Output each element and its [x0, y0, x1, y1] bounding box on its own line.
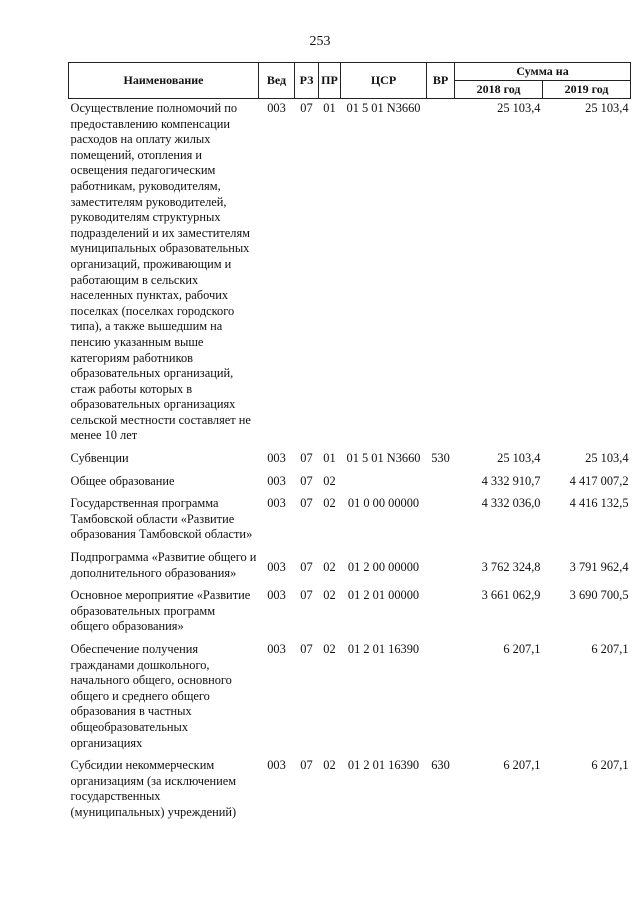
table-row: [69, 472, 631, 495]
row-name: Субсидии некоммерческим организациям (за исключением государственных (муниципальных) учреждений): [70, 758, 237, 819]
row-csr: 01 2 01 16390: [347, 758, 420, 773]
row-vr: [427, 640, 455, 756]
row-pr: 01: [323, 101, 336, 115]
row-name: Основное мероприятие «Развитие образовательных программ общего образования»: [70, 588, 251, 634]
row-2018: 3 661 062,9: [481, 588, 541, 603]
row-rz: 07: [300, 758, 313, 773]
table-row: [69, 449, 631, 472]
row-csr: [341, 472, 427, 495]
row-pr: 02: [323, 560, 336, 575]
table-body: [69, 99, 631, 826]
row-name: Осуществление полномочий по предоставлению компенсации расходов на оплату жилых помещений, отопления и освещения педагогическим работникам, руководителям, заместителям руководителей, руководителям структурных подразделений и их заместителям муниципальных образовательных организаций, проживающим и работающим в сельских населенных пунктах, рабочих поселках (поселках городского типа), а также вышедшим на пенсию указанным выше категориям работников образовательных организаций, стаж работы которых в образовательных организациях сельской местности составляет не менее 10 лет: [70, 101, 251, 443]
row-ved: 003: [267, 758, 286, 773]
table-row: [69, 586, 631, 640]
row-2019: 6 207,1: [591, 758, 629, 773]
row-csr: 01 2 01 16390: [347, 642, 420, 656]
header-vr: ВР: [427, 63, 455, 99]
header-pr: ПР: [319, 63, 341, 99]
table-row: [69, 494, 631, 548]
row-2018: 3 762 324,8: [481, 560, 541, 575]
row-rz: 07: [300, 473, 313, 488]
row-vr: [427, 586, 455, 640]
row-rz: 07: [300, 588, 313, 603]
row-name: Подпрограмма «Развитие общего и дополнительного образования»: [70, 550, 257, 580]
row-ved: 003: [267, 642, 286, 656]
row-2018: 6 207,1: [503, 758, 541, 773]
row-2019: 6 207,1: [591, 642, 629, 656]
row-ved: 003: [267, 101, 286, 115]
table-row: [69, 756, 631, 825]
row-name: Государственная программа Тамбовской области «Развитие образования Тамбовской области»: [70, 496, 253, 542]
header-2019: 2019 год: [543, 81, 631, 99]
row-rz: 07: [300, 496, 313, 511]
table-row: [69, 548, 631, 586]
row-2019: 25 103,4: [585, 451, 629, 466]
row-vr: [427, 99, 455, 450]
row-pr: 02: [323, 642, 336, 656]
row-csr: 01 0 00 00000: [347, 496, 420, 511]
row-ved: 003: [267, 588, 286, 603]
row-2019: 3 791 962,4: [569, 560, 629, 575]
row-csr: 01 2 01 00000: [347, 588, 420, 603]
header-sum: Сумма на: [455, 63, 631, 81]
table-row: [69, 99, 631, 450]
row-2019: 3 690 700,5: [569, 588, 629, 603]
row-2018: 4 332 910,7: [481, 473, 541, 488]
header-2018: 2018 год: [455, 81, 543, 99]
row-2018: 4 332 036,0: [481, 496, 541, 511]
row-csr: 01 2 00 00000: [347, 560, 420, 575]
row-vr: [427, 472, 455, 495]
row-ved: 003: [267, 496, 286, 511]
header-ved: Вед: [259, 63, 295, 99]
row-pr: 02: [323, 473, 336, 488]
row-2018: 25 103,4: [497, 101, 541, 115]
row-pr: 02: [323, 758, 336, 773]
table-row: [69, 640, 631, 756]
row-name: Обеспечение получения гражданами дошкольного, начального общего, основного общего и среднего общего образования в частных общеобразовательных организациях: [70, 642, 232, 750]
row-2019: 25 103,4: [585, 101, 629, 115]
row-2019: 4 417 007,2: [569, 473, 629, 488]
header-name: Наименование: [69, 63, 259, 99]
row-vr: 530: [431, 451, 450, 466]
budget-table: [68, 62, 631, 826]
header-rz: РЗ: [295, 63, 319, 99]
row-vr: 630: [431, 758, 450, 773]
row-vr: [427, 548, 455, 586]
row-pr: 01: [323, 451, 336, 466]
row-name: Общее образование: [70, 473, 175, 488]
row-pr: 02: [323, 588, 336, 603]
row-rz: 07: [300, 101, 313, 115]
row-2018: 25 103,4: [497, 451, 541, 466]
header-csr: ЦСР: [341, 63, 427, 99]
row-csr: 01 5 01 N3660: [346, 451, 421, 466]
row-2019: 4 416 132,5: [569, 496, 629, 511]
row-name: Субвенции: [70, 451, 129, 466]
page-number: 253: [309, 34, 331, 49]
row-rz: 07: [300, 451, 313, 466]
table-header: [69, 63, 631, 99]
row-pr: 02: [323, 496, 336, 511]
row-ved: 003: [267, 560, 286, 575]
row-rz: 07: [300, 560, 313, 575]
row-vr: [427, 494, 455, 548]
row-ved: 003: [267, 473, 286, 488]
row-2018: 6 207,1: [503, 642, 541, 656]
row-ved: 003: [267, 451, 286, 466]
row-csr: 01 5 01 N3660: [346, 101, 421, 115]
row-rz: 07: [300, 642, 313, 656]
